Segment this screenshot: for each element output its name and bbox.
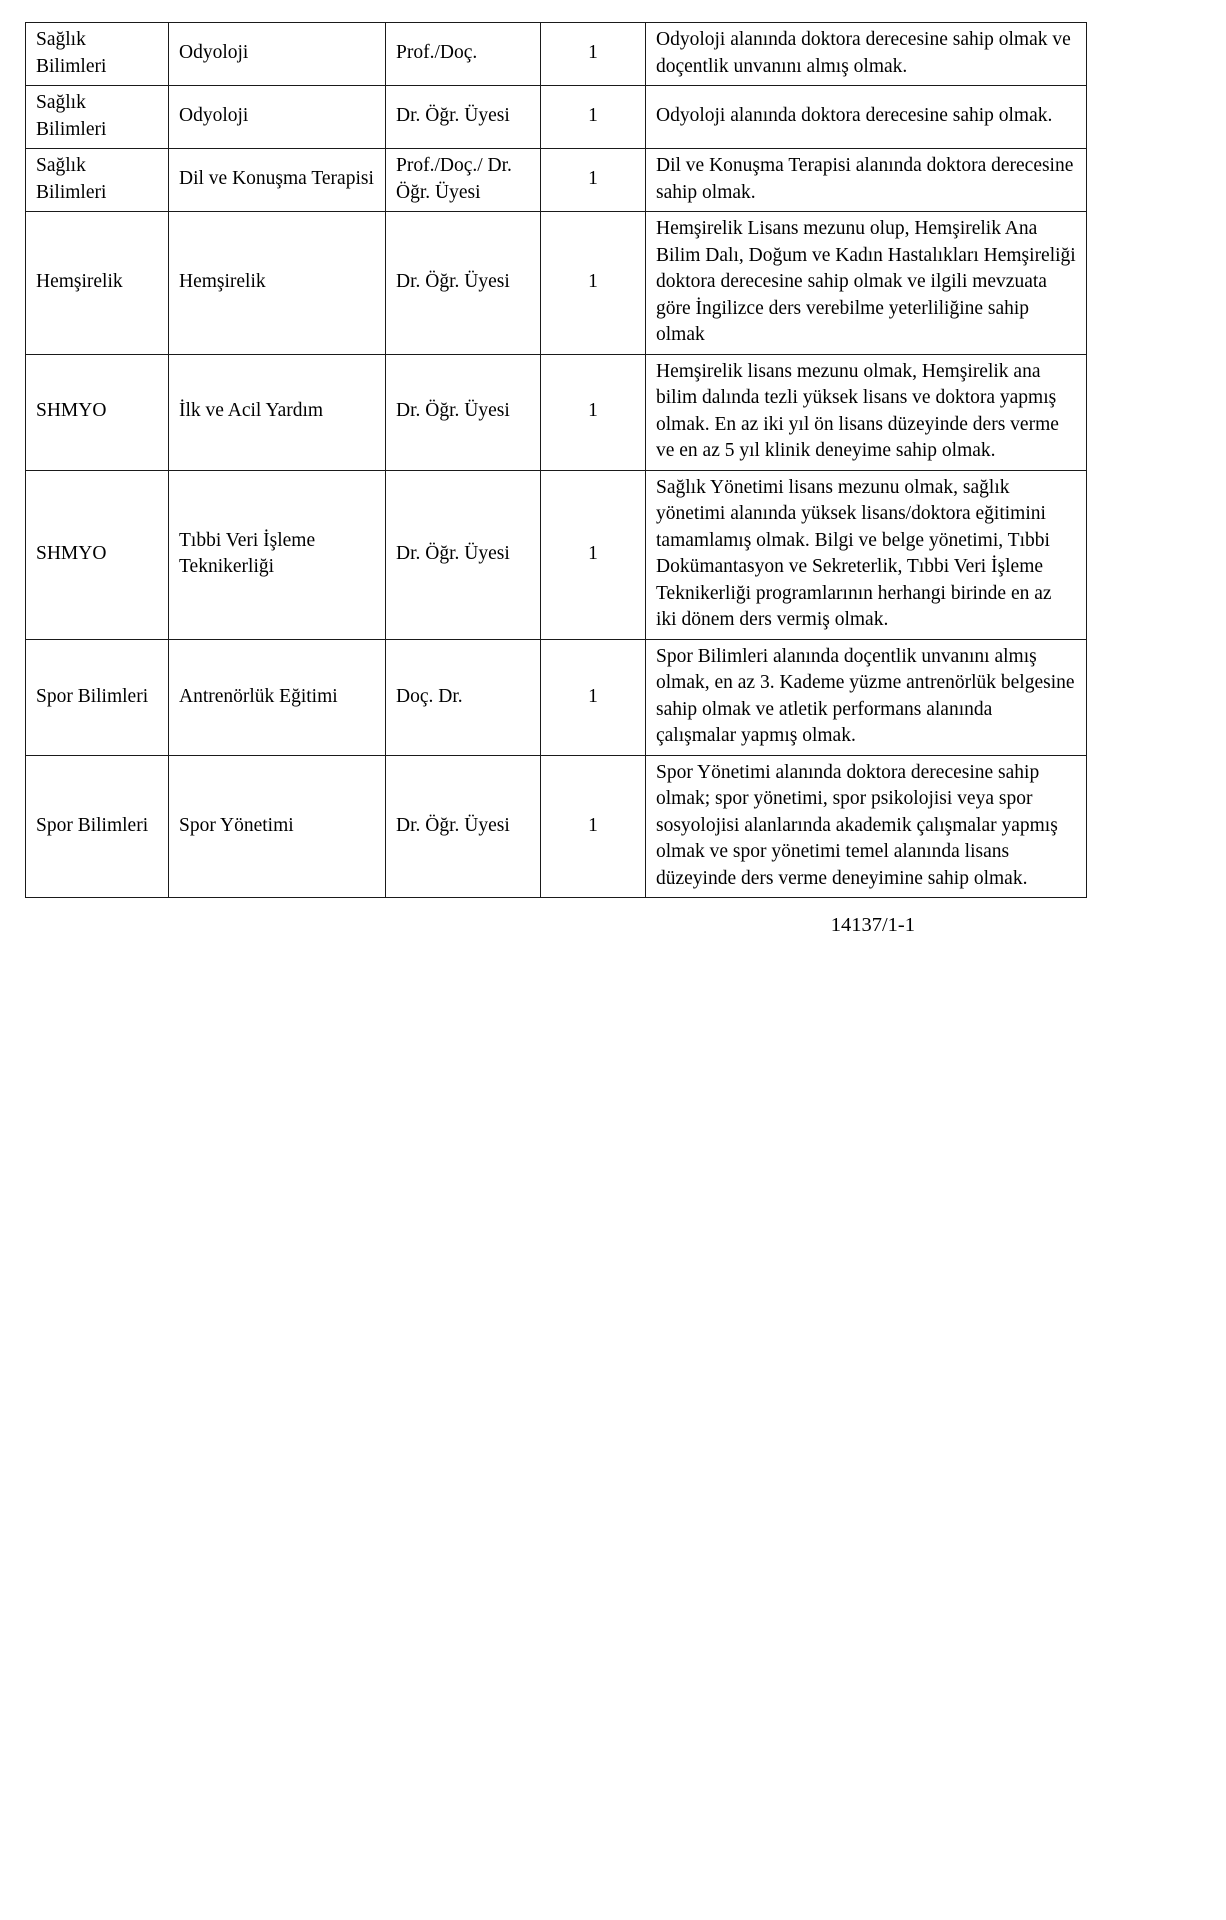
cell-count: 1	[541, 23, 646, 86]
cell-requirement: Sağlık Yönetimi lisans mezunu olmak, sağlık yönetimi alanında yüksek lisans/doktora eğitimini tamamlamış olmak. Bilgi ve belge yönetimi, Tıbbi Dokümantasyon ve Sekreterlik, Tıbbi Veri İşleme Teknikerliği programlarının herhangi birinde en az iki dönem ders vermiş olmak.	[646, 470, 1087, 639]
cell-department: Tıbbi Veri İşleme Teknikerliği	[169, 470, 386, 639]
cell-requirement: Spor Yönetimi alanında doktora derecesine sahip olmak; spor yönetimi, spor psikolojisi veya spor sosyolojisi alanlarında akademik çalışmalar yapmış olmak ve spor yönetimi temel alanında lisans düzeyinde ders verme deneyimine sahip olmak.	[646, 755, 1087, 898]
cell-title: Dr. Öğr. Üyesi	[386, 212, 541, 355]
cell-count: 1	[541, 86, 646, 149]
cell-department: İlk ve Acil Yardım	[169, 354, 386, 470]
cell-department: Spor Yönetimi	[169, 755, 386, 898]
cell-requirement: Hemşirelik Lisans mezunu olup, Hemşirelik Ana Bilim Dalı, Doğum ve Kadın Hastalıkları Hemşireliği doktora derecesine sahip olmak ve ilgili mevzuata göre İngilizce ders verebilme yeterliliğine sahip olmak	[646, 212, 1087, 355]
cell-requirement: Spor Bilimleri alanında doçentlik unvanını almış olmak, en az 3. Kademe yüzme antrenörlük belgesine sahip olmak ve atletik performans alanında çalışmalar yapmış olmak.	[646, 639, 1087, 755]
cell-title: Dr. Öğr. Üyesi	[386, 354, 541, 470]
cell-count: 1	[541, 470, 646, 639]
cell-unit: Sağlık Bilimleri	[26, 149, 169, 212]
cell-unit: SHMYO	[26, 354, 169, 470]
cell-title: Doç. Dr.	[386, 639, 541, 755]
cell-count: 1	[541, 639, 646, 755]
cell-title: Dr. Öğr. Üyesi	[386, 86, 541, 149]
cell-count: 1	[541, 354, 646, 470]
cell-department: Dil ve Konuşma Terapisi	[169, 149, 386, 212]
cell-count: 1	[541, 212, 646, 355]
cell-title: Dr. Öğr. Üyesi	[386, 470, 541, 639]
cell-requirement: Odyoloji alanında doktora derecesine sahip olmak ve doçentlik unvanını almış olmak.	[646, 23, 1087, 86]
table-row	[26, 23, 1087, 86]
cell-unit: Sağlık Bilimleri	[26, 86, 169, 149]
cell-count: 1	[541, 755, 646, 898]
cell-title: Prof./Doç.	[386, 23, 541, 86]
positions-table	[25, 22, 1087, 898]
cell-requirement: Dil ve Konuşma Terapisi alanında doktora derecesine sahip olmak.	[646, 149, 1087, 212]
cell-unit: SHMYO	[26, 470, 169, 639]
cell-requirement: Odyoloji alanında doktora derecesine sahip olmak.	[646, 86, 1087, 149]
table-row	[26, 212, 1087, 355]
cell-unit: Hemşirelik	[26, 212, 169, 355]
cell-title: Prof./Doç./ Dr. Öğr. Üyesi	[386, 149, 541, 212]
cell-title: Dr. Öğr. Üyesi	[386, 755, 541, 898]
table-row	[26, 639, 1087, 755]
cell-department: Antrenörlük Eğitimi	[169, 639, 386, 755]
document-page	[0, 0, 1226, 937]
gazette-reference: 14137/1-1	[830, 914, 915, 937]
table-row	[26, 354, 1087, 470]
cell-department: Odyoloji	[169, 86, 386, 149]
cell-unit: Spor Bilimleri	[26, 755, 169, 898]
cell-requirement: Hemşirelik lisans mezunu olmak, Hemşirelik ana bilim dalında tezli yüksek lisans ve doktora yapmış olmak. En az iki yıl ön lisans düzeyinde ders verme ve en az 5 yıl klinik deneyime sahip olmak.	[646, 354, 1087, 470]
cell-department: Odyoloji	[169, 23, 386, 86]
table-row	[26, 86, 1087, 149]
table-row	[26, 755, 1087, 898]
cell-unit: Sağlık Bilimleri	[26, 23, 169, 86]
table-row	[26, 470, 1087, 639]
cell-unit: Spor Bilimleri	[26, 639, 169, 755]
cell-count: 1	[541, 149, 646, 212]
cell-department: Hemşirelik	[169, 212, 386, 355]
table-row	[26, 149, 1087, 212]
